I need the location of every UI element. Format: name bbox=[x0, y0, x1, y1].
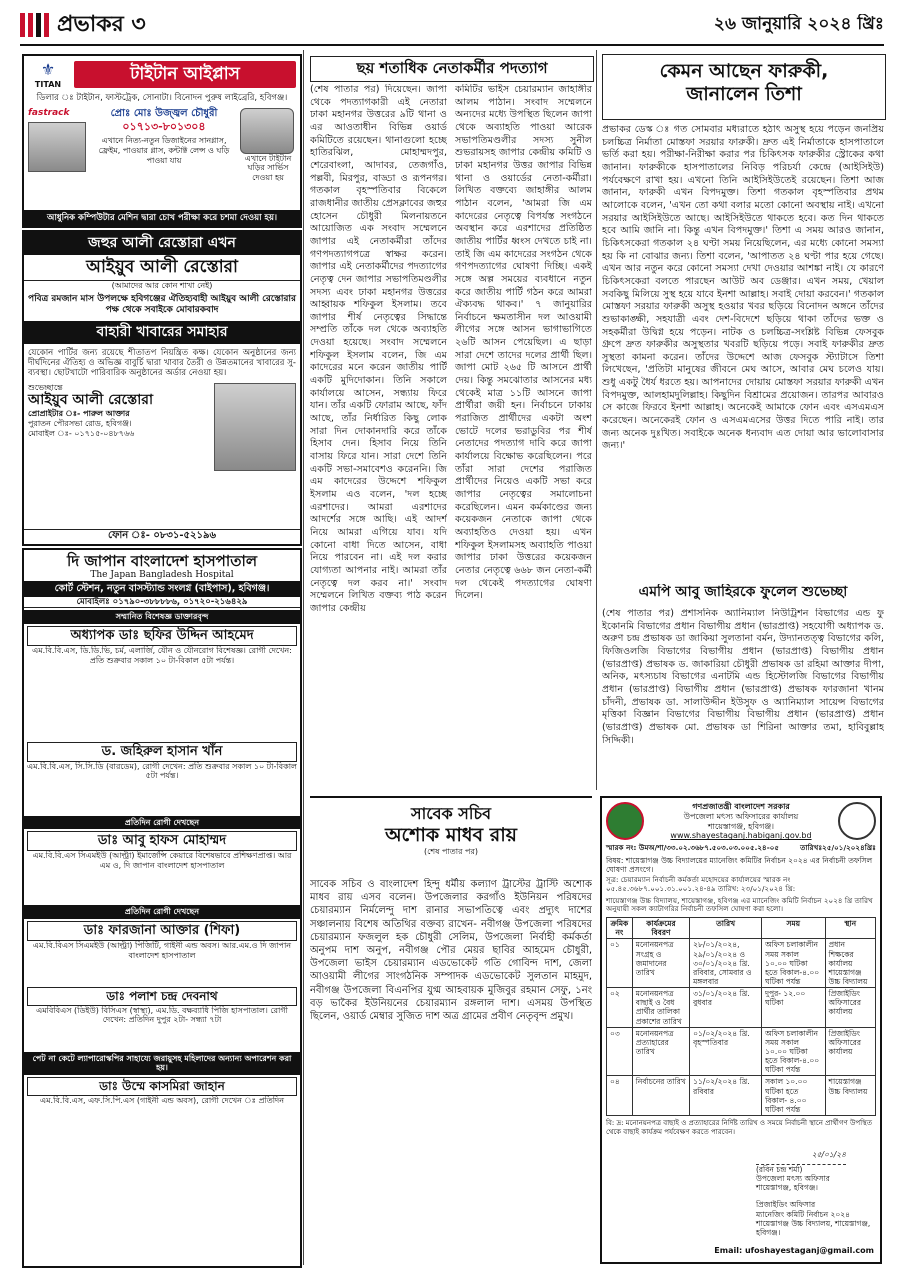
doctor-detail: এম.বি.বি.এস সিএমইউ (আল্ট্রা) ইমার্জেন্সি কেয়ারে বিশেষভাবে প্রশিক্ষণপ্রাপ্ত। আর এম ও, দি জাপান বাংলাদেশ হাসপাতাল bbox=[32, 851, 292, 871]
doctor-5 bbox=[24, 987, 300, 1052]
farooqui-headline-2: জানালেন তিশা bbox=[686, 83, 802, 106]
table-row bbox=[607, 939, 876, 988]
mujib-logo-icon bbox=[838, 802, 876, 840]
masthead-title: প্রভাকর ৩ bbox=[57, 11, 146, 37]
titan-phone: ০১৭১৩-৮০১৩০৪ bbox=[122, 119, 206, 133]
mp-headline-box bbox=[602, 584, 884, 606]
doctor-4 bbox=[24, 921, 300, 987]
titan-address: ডিলার ঃ টাইটান, ফাস্টট্রেক, সোনাটা। বিনোদন পুরুষ লাইব্রেরি, হবিগঞ্জ। bbox=[36, 93, 288, 104]
notice-ref: সূত্র: চেয়ারম্যান নির্বাচনী কর্মকর্তা মহোদয়ের কার্যালয়ের স্মারক নং ০৫.৪৫.৩৬৮৭.০০১.৩১.০০১.২৪-৪৯ তারিখ: ২৩/০১/২০২৪ খ্রি: bbox=[606, 875, 796, 893]
restaurant-address: পুরাতন পৌরসভা রোড, হবিগঞ্জ। bbox=[28, 419, 132, 429]
restaurant-proprietor: প্রোপ্রাইটার ঃ- পারুল আক্তার bbox=[28, 409, 130, 419]
doctor-detail: এম.বি.বি.এস, এফ.সি.পি.এস (গাইনী এন্ড অবস), রোগী দেখেন ঃ প্রতিদিন bbox=[40, 1095, 284, 1105]
doctor-detail: এম.বি.বি.এস, সি.সি.ডি (বারডেম), রোগী দেখেন: প্রতি শুক্রবার সকাল ১০ টা-বিকাল ৫টা পর্যন্ত। bbox=[27, 761, 297, 781]
fastrack-logo: fastrack bbox=[28, 108, 88, 183]
hospital-name: দি জাপান বাংলাদেশ হাসপাতাল bbox=[66, 552, 257, 570]
table-cell: প্রধান শিক্ষকের কার্যালয় শায়েস্তাগঞ্জ উচ্চ বিদ্যালয় bbox=[825, 939, 875, 988]
column-divider-1 bbox=[303, 50, 304, 1265]
table-row bbox=[607, 1076, 876, 1116]
doctor-detail: এম.বি.বি.এস, ডি.ডি.ভি, চর্ম, এলার্জি, যৌন ও যৌনরোগ বিশেষজ্ঞ। রোগী দেখেন: প্রতি শুক্রবার সকাল ১০ টা-বিকাল ৫টা পর্যন্ত। bbox=[32, 645, 292, 665]
hospital-ad bbox=[22, 548, 302, 1268]
notice-place: শায়েস্তাগঞ্জ, হবিগঞ্জ। bbox=[707, 821, 775, 831]
daily-label-1: প্রতিদিন রোগী দেখছেন bbox=[24, 816, 300, 830]
table-cell: অফিস চলাকালীন সময় সকাল ১০.০০ ঘটিকা হতে বিকাল-৪.০০ ঘটিকা পর্যন্ত bbox=[762, 939, 825, 988]
doctor-detail: এম.বি.বিএস সিএমইউ (আল্ট্রা) পিজিটি, গাইনী এন্ড অবস। আর.এম.ও দি জাপান বাংলাদেশ হাসপাতাল bbox=[32, 940, 292, 960]
titan-ad bbox=[22, 54, 302, 228]
table-header: কার্যক্রমের বিবরণ bbox=[632, 918, 689, 939]
notice-signer-title: উপজেলা মৎস্য অফিসার bbox=[756, 1174, 830, 1184]
table-cell: মনোনয়নপত্র বাছাই ও বৈধ প্রার্থীর তালিকা প্রকাশের তারিখ bbox=[632, 988, 689, 1028]
leaders-headline: ছয় শতাধিক নেতাকর্মীর পদত্যাগ bbox=[356, 59, 548, 77]
notice-recipient bbox=[756, 1200, 876, 1237]
table-cell: মনোনয়নপত্র সংগ্রহ ও জমাদানের তারিখ bbox=[632, 939, 689, 988]
restaurant-branch-note: (আমাদের আর কোন শাখা নেই) bbox=[111, 280, 213, 290]
leaders-text-col1: (শেষ পাতার পর) দিয়েছেন। জাপা থেকে পদত্যাগকারী এই নেতারা ঢাকা মহানগর উত্তরের ৯টি থানা ও এর আওতাধীন বিভিন্ন ওয়ার্ড কমিটিতে রয়েছেন। থানাগুলো হচ্ছে হাতিরঝিল, মোহাম্মদপুর, শেরেবাংলা, আদাবর, তেজগাঁও, পল্লবী, মিরপুর, বাড্ডা ও রূপনগর। গতকাল বৃহস্পতিবার বিকেলে রাজধানীর জাতীয় প্রেসক্লাবের জহুর হোসেন চৌধুরী মিলনায়তনে আয়োজিত এক সংবাদ সম্মেলনে জাপার এই নেতাকর্মীরা তাঁদের গণপদত্যাগপত্রে স্বাক্ষর করেন। জাপার এই নেতাকর্মীদের পদত্যাগের নেতৃত্ব দেন জাপার সভাপতিমণ্ডলীর সদস্য এবং ঢাকা মহানগর উত্তরের আহ্বায়ক শফিকুল ইসলাম। তবে জাপার শীর্ষ নেতৃত্বের সিদ্ধান্তে সম্প্রতি তাঁকে দল থেকে অব্যাহতি দেওয়া হয়েছে। সংবাদ সম্মেলনে শফিকুল ইসলাম বলেন, জি এম কাদেরের মনে করেন জাতীয় পার্টি একটি মুদিদোকান। তিনি সকালে কার্যালয়ে আসেন, সন্ধ্যায় ফিরে যান। তাঁর একটি ফোরাম আছে, ফাঁদ আছে, তাঁর নির্ধারিত কিছু লোক সারা দিন দোকানদারি করে তাঁকে হিসাব দেন। হিসাব নিয়ে তিনি বাসায় ফিরে যান। সারা দেশে তিনি একটি সভা-সমাবেশও করেননি। জি এম কাদেরের উদ্দেশে শফিকুল ইসলাম এও বলেন, 'দল হচ্ছে এরশাদের। আমরা এরশাদের আদর্শের সঙ্গে আছি। এই আদর্শ নিয়ে আমরা এগিয়ে যাব। যদি কোনো বাধা দিতে আসেন, বাধা নিয়ে পারবেন না। এই দল করার যোগ্যতা আপনার নাই। আমরা তাঁর নেতৃত্বে দল করব না।' সংবাদ সম্মেলনে লিখিত বক্তব্য পাঠ করেন জাপার কেন্দ্রীয় bbox=[310, 84, 447, 614]
bangladesh-emblem-icon bbox=[606, 802, 644, 840]
table-cell: ০৩ bbox=[607, 1027, 633, 1076]
hospital-address: কোর্ট স্টেশন, নতুন বাসস্ট্যান্ড সংলগ্ন (বাইপাস), হবিগঞ্জ। bbox=[24, 581, 300, 597]
doctor-3 bbox=[24, 831, 300, 905]
restaurant-name: আইয়ুব আলী রেস্তোরা bbox=[28, 392, 154, 409]
secretary-continued: (শেষ পাতার পর) bbox=[423, 846, 479, 856]
titan-service: এখানে টাইটান ঘড়ির সার্ভিস দেওয়া হয় bbox=[244, 153, 292, 183]
notice-signer-place: শায়েস্তাগঞ্জ, হবিগঞ্জ। bbox=[756, 1183, 818, 1193]
notice-website[interactable]: www.shayestaganj.habiganj.gov.bd bbox=[670, 831, 812, 841]
recipient-place: শায়েস্তাগঞ্জ উচ্চ বিদ্যালয়, শায়েস্তাগঞ্জ, হবিগঞ্জ। bbox=[756, 1218, 871, 1237]
farooqui-text: প্রভাকর ডেস্ক ঃ গত সোমবার মধ্যরাতে হঠাৎ অসুস্থ হয়ে পড়েন জনপ্রিয় চলচ্চিত্র নির্মাতা মোস্তফা সরয়ার ফারুকী। দ্রুত এই নির্মাতাকে হাসপাতালে ভর্তি করা হয়। পরীক্ষা-নিরীক্ষা করার পর চিকিৎসক ফারুকীর স্ট্রোকের কথা জানান। ফারুকীকে হাসপাতালের নিবিড় পরিচর্যা কেন্দ্রে (আইসিইউ) পর্যবেক্ষণে রাখা হয়। এখনো তিনি আইসিইউতেই রয়েছেন। তিশা আজ জানান, ফারুকী এখন বিপদমুক্ত। তিশা গতকাল বৃহস্পতিবার প্রথম আলোকে বলেন, 'এখন তো কথা বলার মতো কোনো অবস্থায় নাই। এখনো সরয়ার আইসিইউতে আছে। আইসিইউতে থাকতে হবে। কত দিন থাকতে হবে আমি জানি না। কিন্তু এখন বিপদমুক্ত।' তিশা এ সময় আরও জানান, চিকিৎসকেরা গতকাল ২৪ ঘণ্টা সময় নিয়েছিলেন, এর মধ্যে কোনো সমস্যা হয় কি না বোঝার জন্য। তিশা বলেন, 'আপাতত ২৪ ঘণ্টা পার হয়ে গেছে। এখন আর নতুন করে কোনো সমস্যা দেখা দেওয়ার আশঙ্কা নাই। যে কারণে চিকিৎসকেরা বলতে পারছেন আউট অব ডেঞ্জার। এখন সময়, খেয়াল সবকিছু মিলিয়ে সুস্থ হয়ে যাবে ইনশা আল্লাহ। সবাই দোয়া করবেন।' গতকাল মোস্তফা সরয়ার ফারুকী অসুস্থ হওয়ার খবর ছড়িয়ে বিনোদন অঙ্গনে তাঁদের শুভাকাঙ্ক্ষী, সহযাত্রী এবং দেশ-বিদেশে ছড়িয়ে থাকা তাঁদের ভক্ত ও সহকর্মীরা উদ্বিগ্ন হয়ে পড়েন। নাটক ও চলচ্চিত্র-সংশ্লিষ্ট বিভিন্ন ফেসবুক গ্রুপে দ্রুত ফারুকীর অসুস্থতার খবরটি ছড়িয়ে পড়ে। সবাই ফারুকীর দ্রুত সুস্থতা কামনা করেন। তাঁদের উদ্দেশে আজ ফেসবুক স্ট্যাটাসে তিশা লিখেছেন, 'প্রতিটা মানুষের জীবনে মেঘ আসে, আবার মেঘ চলেও যায়। শুধু একটু ধৈর্য ধরতে হয়। আপনাদের দোয়ায় মোস্তফা সরয়ার ফারুকী এখন বিপদমুক্ত, আলহামদুলিল্লাহ। কিছুদিন বিশ্রামের প্রয়োজন। তারপর আবারও সে কাজে ফিরবে ইনশা আল্লাহ। অনেকেই আমাকে ফোন এবং এসএমএস করেছেন। অনেকেরই ফোন ও এসএমএসের উত্তর দিতে পারি নাই। তার জন্য অনেক দুঃখিত। সবাইকে অনেক ধন্যবাদ এত দোয়া আর ভালোবাসার জন্য।' bbox=[602, 124, 884, 452]
recipient-label: প্রিজাইডিং অফিসার bbox=[756, 1200, 816, 1210]
fishery-notice bbox=[600, 796, 882, 1264]
notice-gov: গণপ্রজাতন্ত্রী বাংলাদেশ সরকার bbox=[692, 802, 790, 811]
mp-headline: এমপি আবু জাহিরকে ফুলেল শুভেচ্ছা bbox=[638, 584, 848, 600]
eyeglass-photo bbox=[28, 122, 86, 172]
notice-email[interactable]: Email: ufoshayestaganj@gmail.com bbox=[714, 1246, 874, 1256]
table-cell: ০২ bbox=[607, 988, 633, 1028]
titan-logo: ⚜ TITAN bbox=[28, 60, 68, 89]
leaders-text-col2: কমিটির ভাইস চেয়ারম্যান জাহাঙ্গীর আলম পাঠান। সংবাদ সম্মেলনে অন্যদের মধ্যে উপস্থিত ছিলেন জাপা থেকে অব্যাহতি পাওয়া আরেক সভাপতিমণ্ডলীর সদস্য সুনীল শুভরায়সহ জাপার কেন্দ্রীয় কমিটি ও ঢাকা মহানগর উত্তর জাপার বিভিন্ন থানা ও ওয়ার্ডের নেতা-কর্মীরা। লিখিত বক্তব্যে জাহাঙ্গীর আলম পাঠান বলেন, 'আমরা জি এম কাদেরের নেতৃত্বে বিপর্যস্ত সংগঠনে অবস্থান করে এরশাদের প্রতিষ্ঠিত জাতীয় পার্টির ধ্বংস দেখতে চাই না। তাই জি এম কাদেরের সংগঠন থেকে গণপদত্যাগের ঘোষণা দিচ্ছি। একই সঙ্গে অল্প সময়ের ব্যবধানে নতুন করে জাতীয় পার্টি গঠন করে আমরা ঐক্যবদ্ধ থাকব।' ৭ জানুয়ারির নির্বাচনে ক্ষমতাসীন দল আওয়ামী লীগের সঙ্গে আসন ভাগাভাগিতে ২৬টি আসন পেয়েছিল। এ ছাড়া সারা দেশে তাদের দলের প্রার্থী ছিল। জাপা মোট ২৬৫ টি আসনে প্রার্থী দেয়। কিন্তু সমঝোতার আসনের মধ্য থেকেই মাত্র ১১টি আসনে জাপা প্রার্থীরা জয়ী হন। নির্বাচনে ঢাকায় পরাজিত প্রার্থীদের একটা অংশ ভোটে দলের ভরাডুবির পর শীর্ষ নেতাদের পদত্যাগ দাবি করে জাপা কার্যালয়ে বিক্ষোভ করেছিলেন। পরে তাঁরা সারা দেশের পরাজিত প্রার্থীদের নিয়েও একটি সভা করে জাপার নেতৃত্বের সমালোচনা করেছিলেন। এমন কর্মকাণ্ডের জন্য কয়েকজন নেতাকে জাপা থেকে অব্যাহতিও দেওয়া হয়। এখন শফিকুল ইসলামসহ অব্যাহতি পাওয়া জাপার ঢাকা উত্তরের কয়েকজন নেতার নেতৃত্বে ৬৬৮ জন নেতা-কর্মী দল থেকেই পদত্যাগের ঘোষণা দিলেন। bbox=[455, 84, 592, 602]
secretary-kicker: সাবেক সচিব bbox=[411, 804, 491, 823]
mp-text: (শেষ পাতার পর) প্রশাসনিক অ্যানিম্যাল নিউট্রিশন বিভাগের এন্ড ফু ইকোনমি বিভাগের প্রধান বিভাগীয় প্রধান (ভারপ্রাপ্ত) সহযোগী অধ্যাপক ড. অরুণ চন্দ্র প্রভাষক ডা জাকিয়া সুলতানা বর্মন, উদ্যানতত্ত্ব বিভাগের কলি, ফিজিওলজি বিভাগের বিভাগীয় প্রধান (ভারপ্রাপ্ত) বিভাগীয় প্রধান (ভারপ্রাপ্ত) প্রভাষক ড. জাকারিয়া চৌধুরী প্রভাষক ডা রহিমা আক্তার দীপা, অনিক, মৎস্যচাষ বিভাগের এনাটমি এন্ড হিস্টোলজি বিভাগের বিভাগীয় প্রধান (ভারপ্রাপ্ত) বিভাগীয় প্রধান (ভারপ্রাপ্ত) প্রভাষক ফারজানা খানম চাঁদনী, প্রভাষক ডা. সালাউদ্দীন ইউসুফ ও অ্যানিম্যাল সায়েন্স বিভাগের মৃত্তিকা বিজ্ঞান বিভাগের বিভাগীয় বিভাগীয় প্রধান (ভারপ্রাপ্ত) প্রধান (ভারপ্রাপ্ত) প্রভাষক মো. প্রভাষক ডা শিরিনা আক্তার তমা, হাবিবুল্লাহ সিদ্দিকী। bbox=[602, 608, 884, 746]
doctor-detail: এমবিবিএস (ডিইউ) বিসিএস (স্বাস্থ্য), এম.ডি. বক্ষব্যাধি পিজি হাসপাতাল। রোগী দেখেন: প্রতিদিন দুপুর ২টা- সন্ধ্যা ৭টা bbox=[36, 1005, 288, 1025]
doctor-name: ড. জহিরুল হাসান খাঁন bbox=[27, 742, 297, 762]
table-row bbox=[607, 988, 876, 1028]
table-header: তারিখ bbox=[690, 918, 762, 939]
table-cell: অফিস চলাকালীন সময় সকাল ১০.০০ ঘটিকা হতে বিকাল-৪.০০ ঘটিকা পর্যন্ত bbox=[762, 1027, 825, 1076]
masthead-rule bbox=[20, 44, 884, 46]
secretary-header bbox=[310, 796, 592, 878]
hospital-honored: সম্মানিত বিশেষজ্ঞ ডাক্তারবৃন্দ bbox=[24, 610, 300, 624]
hospital-mobile: মোবাইলঃ ০১৭৯০-৩৮৮৮৮৬, ০১৭২০-২১৬৪২৯ bbox=[24, 597, 300, 608]
notice-signer: (রবিন চন্দ্র শর্মা) bbox=[756, 1165, 803, 1175]
notice-date: তারিখঃ২৫/০১/২০২৪খ্রিঃ bbox=[800, 843, 876, 852]
notice-signature-block bbox=[756, 1150, 876, 1192]
table-cell: ০১ bbox=[607, 939, 633, 988]
doctor-name: ডাঃ পলাশ চন্দ্র দেবনাথ bbox=[27, 987, 297, 1006]
doctor-name: ডাঃ উম্মে কাসমিরা জাহান bbox=[27, 1077, 297, 1096]
restaurant-phone: ফোন ঃ- ০৮৩১-৫২১৯৬ bbox=[24, 529, 300, 542]
table-cell: মনোনয়নপত্র প্রত্যাহারের তারিখ bbox=[632, 1027, 689, 1076]
table-cell: ৩১/০১/২০২৪ খ্রি. বুধবার bbox=[690, 988, 762, 1028]
notice-memo: স্মারক নং: উমঅ/শা/৩৩.০২.৩৬৮৭.৫০৩.০৩.০০৫.২৪-০৫ bbox=[606, 843, 780, 852]
table-header-row bbox=[607, 918, 876, 939]
restaurant-ad bbox=[22, 230, 302, 546]
daily-label-2: প্রতিদিন রোগী দেখছেন bbox=[24, 905, 300, 919]
secretary-headline: অশোক মাধব রায় bbox=[385, 823, 517, 846]
doctor-2 bbox=[24, 742, 300, 816]
table-header: ক্রমিক নং bbox=[607, 918, 633, 939]
notice-office: উপজেলা মৎস্য অফিসারের কার্যালয় bbox=[683, 811, 799, 821]
restaurant-desc: যেকোন পার্টির জন্য রয়েছে শীতাতপ নিয়ন্ত্রিত কক্ষ। যেকোন অনুষ্ঠানের জন্য দীর্ঘদিনের ঐতিহ্য ও অভিজ্ঞ বাবুর্চি দ্বারা খাবার তৈরী ও উন্নতমানের খাবারের সু-ব্যবস্থা। ছোটখাটো পারিবারিক অনুষ্ঠানের অর্ডার নেওয়া হয়। bbox=[28, 347, 296, 379]
proprietor-photo bbox=[214, 383, 296, 471]
table-cell: শায়েস্তাগঞ্জ উচ্চ বিদ্যালয় bbox=[825, 1076, 875, 1116]
watch-photo bbox=[240, 108, 294, 154]
table-cell: ০১/০২/২০২৪ খ্রি. বৃহস্পতিবার bbox=[690, 1027, 762, 1076]
restaurant-label: শুভেচ্ছান্তে bbox=[28, 382, 63, 392]
doctor-name: ডাঃ আবু হাফস মোহাম্মদ bbox=[27, 831, 297, 851]
leaders-headline-box bbox=[310, 56, 594, 82]
restaurant-intro: পবিত্র রমজান মাস উপলক্ষে হবিগঞ্জের ঐতিহ্যবাহী আইয়ুব আলী রেস্তোরার পক্ষ থেকে সবাইকে মোবারকবাদ bbox=[27, 293, 296, 315]
titan-logo-icon: ⚜ bbox=[40, 60, 56, 79]
signature: ২৫/০১/২৪ bbox=[756, 1150, 846, 1165]
table-cell: ১১/০২/২০২৪ খ্রি. রবিবার bbox=[690, 1076, 762, 1116]
restaurant-mobile: মোবাইল ঃ- ০১৭১৫-০৪৮৭৬৬ bbox=[28, 428, 135, 438]
column-divider-2 bbox=[596, 50, 597, 790]
table-cell: সকাল ১০.০০ ঘটিকা হতে বিকাল- ৪.০০ ঘটিকা পর্যন্ত bbox=[762, 1076, 825, 1116]
restaurant-banner: বাহারী খাবারের সমাহার bbox=[24, 321, 300, 344]
titan-brand: টাইটান আইপ্লাস bbox=[74, 61, 296, 88]
titan-promo: এখানে নিত্য-নতুন ডিজাইনের সানগ্লাস, ফ্রেইম, পাওয়ার গ্লাস, কন্টাক্ট লেন্স ও ঘড়ি পাওয়া যায় bbox=[98, 136, 230, 165]
hospital-name-en: The Japan Bangladesh Hospital bbox=[90, 570, 234, 581]
doctor-name: ডাঃ ফারজানা আক্তার (শিফা) bbox=[27, 921, 297, 941]
restaurant-line2: আইয়ুব আলী রেস্তোরা bbox=[24, 255, 300, 281]
table-row bbox=[607, 1027, 876, 1076]
table-cell: প্রিজাইডিং অফিসারের কার্যালয় bbox=[825, 1027, 875, 1076]
table-cell: ২৮/০১/২০২৪, ২৯/০১/২০২৪ ও ৩০/০১/২০২৪ খ্রি. রবিবার, সোমবার ও মঙ্গলবার bbox=[690, 939, 762, 988]
doctor-1 bbox=[24, 626, 300, 742]
table-header: স্থান bbox=[825, 918, 875, 939]
table-cell: নির্বাচনের তারিখ bbox=[632, 1076, 689, 1116]
masthead bbox=[20, 10, 320, 40]
notice-intro: শায়েস্তাগঞ্জ উচ্চ বিদ্যালয়, শায়েস্তাগঞ্জ, হবিগঞ্জ এর ম্যানেজিং কমিটি নির্বাচন ২০২৪ খ্রি তারিখ অনুযায়ী সকল ক্যাটাগরির নির্বাচনী তফসিল ঘোষণা করা হলো। bbox=[606, 895, 873, 914]
table-cell: দুপুর- ১২.০০ ঘটিকা bbox=[762, 988, 825, 1028]
notice-subject: বিষয়: শায়েস্তাগঞ্জ উচ্চ বিদ্যালয়ের ম্যানেজিং কমিটির নির্বাচন ২০২৪ এর নির্বাচনী তফসিল ঘোষণা প্রসংগে। bbox=[606, 855, 873, 874]
table-cell: প্রিজাইডিং অফিসারের কার্যালয় bbox=[825, 988, 875, 1028]
laparoscopy-note: পেট না কেটে ল্যাপারোস্কপির সাহায্যে জরায়ুসহ মহিলাদের অন্যান্য অপারেশন করা হয়। bbox=[24, 1052, 300, 1076]
titan-owner: প্রোঃ মোঃ উজ্জ্বল চৌধুরী bbox=[110, 107, 218, 119]
table-cell: ০৪ bbox=[607, 1076, 633, 1116]
restaurant-line1: জহুর আলী রেস্তোরা এখন bbox=[24, 232, 300, 255]
notice-footnote: বি: দ্র: মনোনয়নপত্র বাছাই ও প্রত্যাহারের নির্দিষ্ট তারিখ ও সময়ে নির্বাচনী স্থানে প্রার্থীগণ উপস্থিত থেকে বাছাই কার্যক্রম পর্যবেক্ষণ করতে পারবেন। bbox=[606, 1119, 873, 1136]
schedule-table bbox=[606, 917, 876, 1116]
secretary-text: সাবেক সচিব ও বাংলাদেশ হিন্দু ধর্মীয় কল্যাণ ট্রাস্টের ট্রাস্টি অশোক মাধব রায় এসব বলেন। উপজেলার করগাঁও ইউনিয়ন পরিষদের চেয়ারম্যান নির্মলেন্দু দাশ রানার সভাপতিত্বে এবং প্রদ্যুৎ দাশের সঞ্চালনায় বিশেষ অতিথির বক্তব্য রাখেন- নবীগঞ্জ উপজেলা পরিষদের চেয়ারম্যান ফজলুল হক চৌধুরী সেলিম, উপজেলা নির্বাহী কর্মকর্তা অনুপম দাশ অনুপ, নবীগঞ্জ পৌর মেয়র ছাবির আহমেদ চৌধুরী, উপজেলা ভাইস চেয়ারম্যান এডভোকেট গতি গোবিন্দ দাশ, জেলা আওয়ামী লীগের সাংগঠনিক সম্পাদক এডভোকেট সুলতান মাহমুদ, নবীগঞ্জ উপজেলা বিএনপির যুগ্ম আহবায়ক মুজিবুর রহমান সেফু, ১নং বড় ভাকৈর ইউনিয়নের চেয়ারম্যান রঙ্গলাল দাশ। এসময় উপস্থিত ছিলেন, ওয়ার্ড মেম্বার সুজিত দাশ অত্র গ্রামের প্রবীণ নেতৃবৃন্দ প্রমুখ। bbox=[310, 879, 592, 1022]
table-header: সময় bbox=[762, 918, 825, 939]
titan-footer: আধুনিক কম্পিউটার মেশিন দ্বারা চোখ পরীক্ষা করে চশমা দেওয়া হয়। bbox=[24, 210, 300, 226]
doctor-name: অধ্যাপক ডাঃ ছফির উদ্দিন আহমেদ bbox=[27, 626, 297, 646]
farooqui-headline-1: কেমন আছেন ফারুকী, bbox=[659, 60, 829, 82]
doctor-6 bbox=[24, 1077, 300, 1105]
farooqui-headline-box bbox=[602, 54, 886, 120]
masthead-bars bbox=[20, 13, 49, 37]
recipient-line: ম্যানেজিং কমিটি নির্বাচন ২০২৪ bbox=[756, 1209, 851, 1219]
issue-date: ২৬ জানুয়ারি ২০২৪ খ্রিঃ bbox=[713, 14, 884, 34]
